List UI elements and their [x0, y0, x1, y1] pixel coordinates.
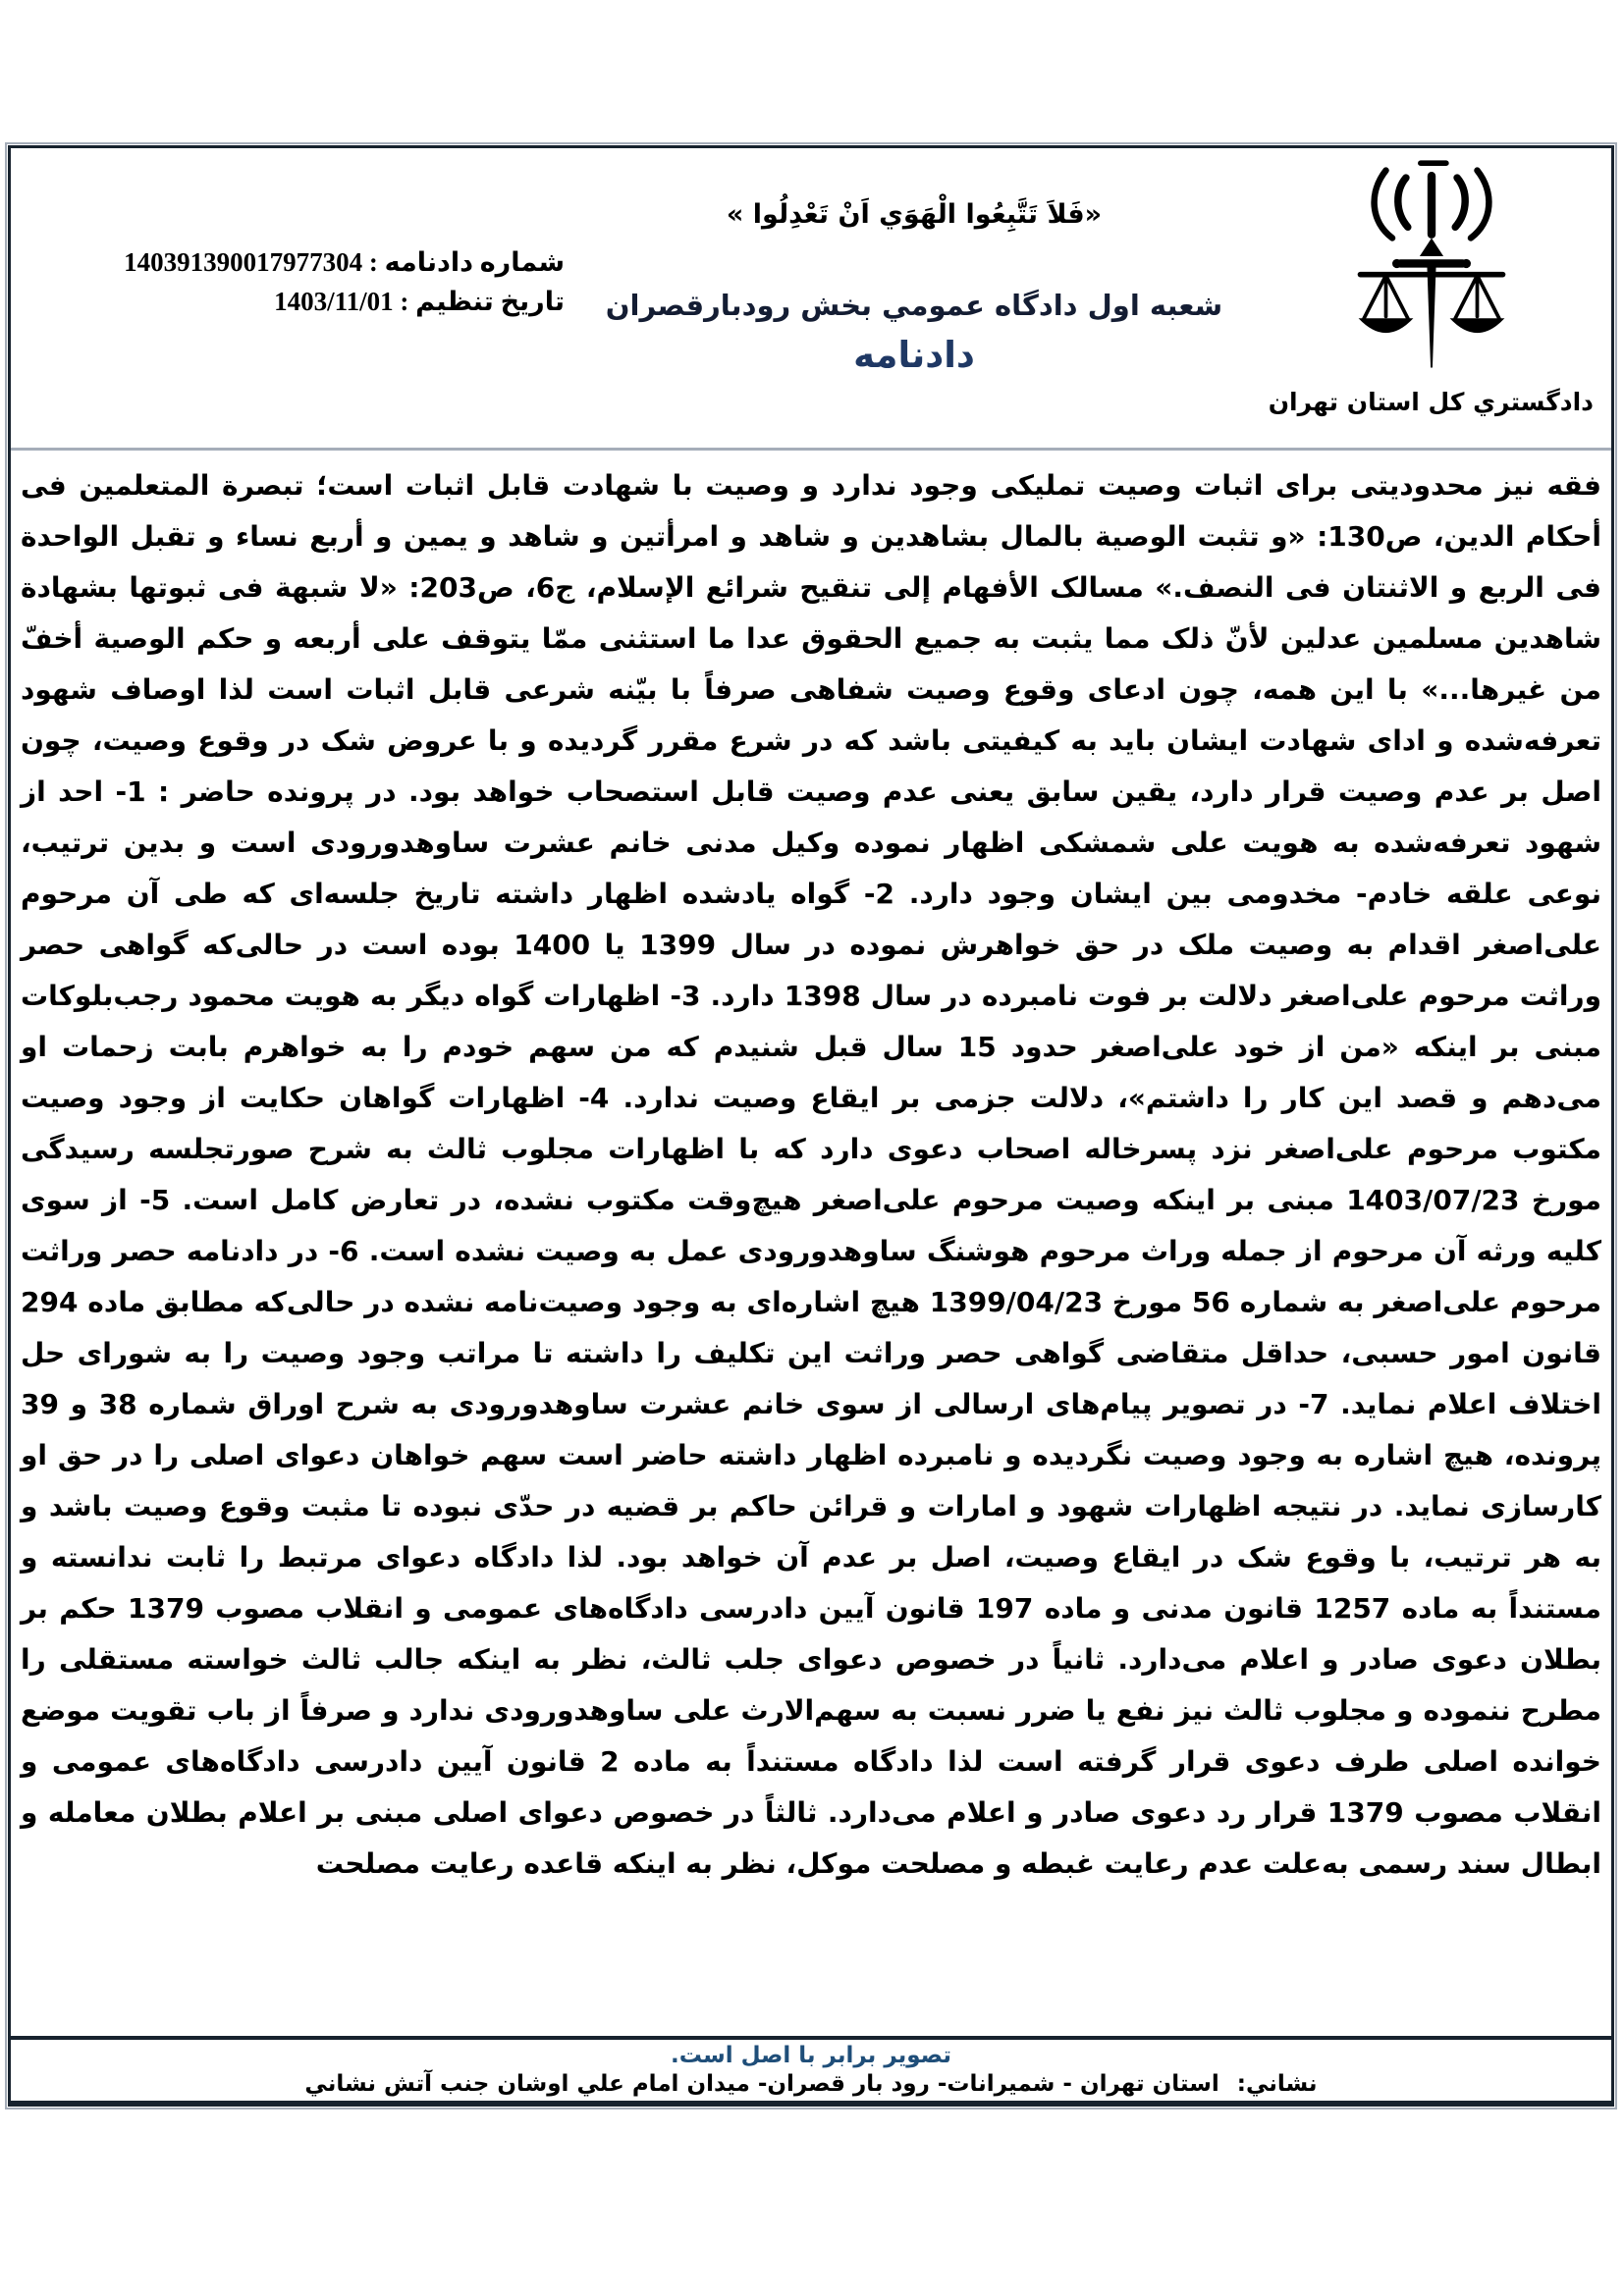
address-text: استان تهران - شميرانات- رود بار قصران- ميدان امام علي اوشان جنب آتش نشاني: [304, 2071, 1219, 2097]
doc-number-line: [111, 242, 565, 282]
certification-note: تصوير برابر با اصل است.: [671, 2043, 951, 2068]
org-name: دادگستري كل استان تهران: [1268, 388, 1594, 416]
header-center-block: [575, 148, 1253, 376]
quranic-quote: «فَلاَ تَتَّبِعُوا الْهَوَي اَنْ تَعْدِلُوا »: [726, 199, 1103, 230]
court-name: شعبه اول دادگاه عمومي بخش رودبارقصران: [605, 289, 1223, 322]
document-footer: [11, 2040, 1611, 2101]
judgment-title: دادنامه: [853, 334, 975, 376]
document-header: [11, 148, 1611, 448]
address-line: [11, 2071, 1611, 2097]
judiciary-emblem-block: [1270, 154, 1594, 416]
doc-number-value: 140391390017977304: [124, 247, 363, 277]
prep-date-label: تاريخ تنظيم :: [400, 287, 565, 316]
doc-number-label: شماره دادنامه :: [368, 247, 565, 277]
iran-judiciary-scales-emblem-icon: [1340, 154, 1523, 386]
prep-date-value: 1403/11/01: [274, 287, 394, 316]
judgment-body-text: فقه نيز محدوديتی برای اثبات وصيت تمليکی وجود ندارد و وصيت با شهادت قابل اثبات است؛ تبصرة المتعلمين فی أحکام الدين، ص130: «و تثبت الوصية بالمال بشاهدين و شاهد و امرأتين و شاهد و يمين و أربع نساء و تقبل الواحدة فی الربع و الاثنتان فی النصف.» مسالک الأفهام إلی تنقيح شرائع الإسلام، ج6، ص203: «لا شبهة فی ثبوتها بشهادة شاهدين مسلمين عدلين لأنّ ذلک مما يثبت به جميع الحقوق عدا ما استثنی ممّا يتوقف علی أربعه و حکم الوصية أخفّ من غيرها...» با اين همه، چون ادعای وقوع وصيت شفاهی صرفاً با بيّنه شرعی قابل اثبات است لذا اوصاف شهود تعرفه‌شده و ادای شهادت ايشان بايد به کيفيتی باشد که در شرع مقرر گرديده و با عروض شک در وقوع وصيت، چون اصل بر عدم وصيت قرار دارد، يقين سابق يعنی عدم وصيت قابل استصحاب خواهد بود. در پرونده حاضر : 1- احد از شهود تعرفه‌شده به هويت علی شمشکی اظهار نموده وکيل مدنی خانم عشرت ساوهدورودی است و بدين ترتيب، نوعی علقه خادم- مخدومی بين ايشان وجود دارد. 2- گواه يادشده اظهار داشته تاريخ جلسه‌ای که طی آن مرحوم علی‌اصغر اقدام به وصيت ملک در حق خواهرش نموده در سال 1399 يا 1400 بوده است در حالی‌که گواهی حصر وراثت مرحوم علی‌اصغر دلالت بر فوت نامبرده در سال 1398 دارد. 3- اظهارات گواه ديگر به هويت محمود رجب‌بلوکات مبنی بر اينکه «من از خود علی‌اصغر حدود 15 سال قبل شنيدم که من سهم خودم را به خواهرم بابت زحمات او می‌دهم و قصد اين کار را داشتم»، دلالت جزمی بر ايقاع وصيت ندارد. 4- اظهارات گواهان حکايت از وجود وصيت مکتوب مرحوم علی‌اصغر نزد پسرخاله اصحاب دعوی دارد که با اظهارات مجلوب ثالث به شرح صورتجلسه رسيدگی مورخ 1403/07/23 مبنی بر اينکه وصيت مرحوم علی‌اصغر هيچ‌وقت مکتوب نشده، در تعارض کامل است. 5- از سوی کليه ورثه آن مرحوم از جمله وراث مرحوم هوشنگ ساوهدورودی عمل به وصيت نشده است. 6- در دادنامه حصر وراثت مرحوم علی‌اصغر به شماره 56 مورخ 1399/04/23 هيچ اشاره‌ای به وجود وصيت‌نامه نشده در حالی‌که مطابق ماده 294 قانون امور حسبی، حداقل متقاضی گواهی حصر وراثت اين تکليف را داشته تا مراتب وجود وصيت را به شورای حل اختلاف اعلام نمايد. 7- در تصوير پيام‌های ارسالی از سوی خانم عشرت ساوهدورودی به شرح اوراق شماره 38 و 39 پرونده، هيچ اشاره به وجود وصيت نگرديده و نامبرده اظهار داشته حاضر است سهم خواهان دعوای اصلی را در حق او کارسازی نمايد. در نتيجه اظهارات شهود و امارات و قرائن حاکم بر قضيه در حدّی نبوده تا مثبت وقوع وصيت باشد و به هر ترتيب، با وقوع شک در ايقاع وصيت، اصل بر عدم آن خواهد بود. لذا دادگاه دعوای مرتبط را ثابت ندانسته و مستنداً به ماده 1257 قانون مدنی و ماده 197 قانون آيين دادرسی دادگاه‌های عمومی و انقلاب مصوب 1379 حکم بر بطلان دعوی صادر و اعلام می‌دارد. ثانياً در خصوص دعوای جلب ثالث، نظر به اينکه جالب ثالث خواسته مستقلی را مطرح ننموده و مجلوب ثالث نيز نفع يا ضرر نسبت به سهم‌الارث علی ساوهدورودی ندارد و صرفاً از باب تقويت موضع خوانده اصلی طرف دعوی قرار گرفته است لذا دادگاه مستنداً به ماده 2 قانون آيين دادرسی دادگاه‌های عمومی و انقلاب مصوب 1379 قرار رد دعوی صادر و اعلام می‌دارد. ثالثاً در خصوص دعوای اصلی مبنی بر اعلام بطلان معامله و ابطال سند رسمی به‌علت عدم رعايت غبطه و مصلحت موکل، نظر به اينکه قاعده رعايت مصلحت: [21, 469, 1602, 1880]
document-meta-block: [111, 242, 565, 321]
document-frame: [8, 145, 1614, 2107]
prep-date-line: [111, 282, 565, 321]
address-label: نشاني:: [1236, 2071, 1318, 2097]
